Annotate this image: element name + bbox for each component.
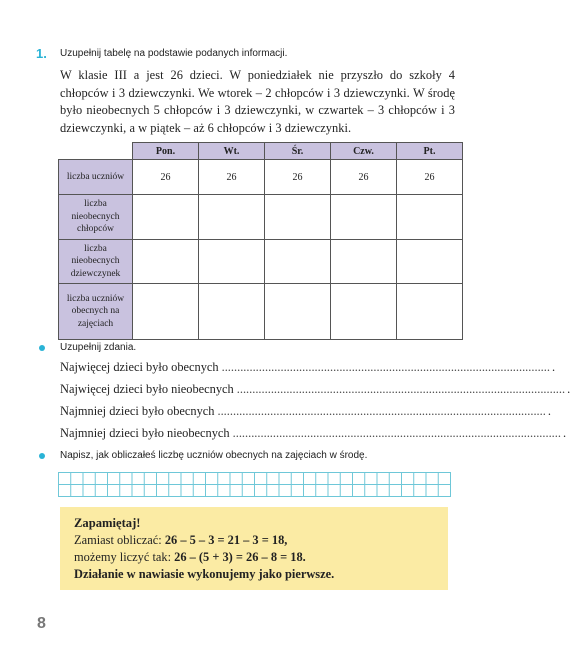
sentence-end: . (551, 360, 556, 374)
table-header-row (59, 143, 463, 160)
remember-line-2-formula: 26 – (5 + 3) = 26 – 8 = 18. (174, 550, 306, 564)
sentence-text: Najwięcej dzieci było obecnych (60, 360, 219, 374)
answer-dots[interactable]: .......................................................................................................... (221, 360, 550, 374)
table-cell[interactable] (265, 240, 331, 284)
remember-box (60, 507, 448, 590)
remember-rule: Działanie w nawiasie wykonujemy jako pierwsze. (74, 567, 335, 581)
table-cell[interactable] (199, 240, 265, 284)
remember-line-1 (74, 533, 287, 548)
sentence-line[interactable] (60, 359, 556, 375)
table-cell[interactable] (199, 284, 265, 340)
sentence-end: . (567, 382, 570, 396)
table-cell[interactable]: 26 (397, 160, 463, 195)
table-cell[interactable] (265, 284, 331, 340)
column-header: Czw. (331, 143, 397, 160)
remember-line-1-prefix: Zamiast obliczać: (74, 533, 165, 547)
table-cell[interactable] (397, 240, 463, 284)
calc-title: Napisz, jak obliczałeś liczbę uczniów obecnych na zajęciach w środę. (60, 450, 368, 461)
table-row (59, 160, 463, 195)
sentence-text: Najwięcej dzieci było nieobecnych (60, 382, 234, 396)
table-row (59, 195, 463, 240)
answer-grid[interactable] (58, 472, 451, 497)
sentences-title: Uzupełnij zdania. (60, 342, 137, 353)
remember-line-3 (74, 567, 334, 582)
answer-dots[interactable]: .......................................................................................................... (236, 382, 566, 396)
sentence-end: . (562, 426, 567, 440)
page-number: 8 (37, 615, 46, 632)
bullet-icon (39, 453, 45, 459)
table-cell[interactable] (265, 195, 331, 240)
sentence-line[interactable] (60, 403, 551, 419)
row-label: liczba uczniów (59, 160, 133, 195)
sentence-line[interactable] (60, 381, 570, 397)
table-cell[interactable] (397, 195, 463, 240)
table-row (59, 284, 463, 340)
sentence-text: Najmniej dzieci było nieobecnych (60, 426, 230, 440)
answer-dots[interactable]: .......................................................................................................... (232, 426, 561, 440)
answer-dots[interactable]: .......................................................................................................... (217, 404, 546, 418)
table-cell[interactable]: 26 (133, 160, 199, 195)
table-cell[interactable] (133, 284, 199, 340)
table-row (59, 240, 463, 284)
attendance-table (58, 142, 463, 340)
table-cell[interactable] (397, 284, 463, 340)
column-header: Pt. (397, 143, 463, 160)
sentence-text: Najmniej dzieci było obecnych (60, 404, 215, 418)
table-cell[interactable] (331, 284, 397, 340)
row-label: liczba nieobecnych chłopców (59, 195, 133, 240)
column-header: Śr. (265, 143, 331, 160)
sentence-end: . (547, 404, 551, 418)
task-number: 1. (36, 46, 47, 61)
table-cell[interactable] (331, 195, 397, 240)
column-header: Pon. (133, 143, 199, 160)
table-cell[interactable]: 26 (331, 160, 397, 195)
task-title: Uzupełnij tabelę na podstawie podanych informacji. (60, 48, 288, 59)
table-corner (59, 143, 133, 160)
table-cell[interactable] (199, 195, 265, 240)
remember-line-2 (74, 550, 306, 565)
remember-title: Zapamiętaj! (74, 516, 141, 530)
column-header: Wt. (199, 143, 265, 160)
remember-line-2-prefix: możemy liczyć tak: (74, 550, 175, 564)
table-cell[interactable] (331, 240, 397, 284)
table-cell[interactable]: 26 (199, 160, 265, 195)
remember-line-1-formula: 26 – 5 – 3 = 21 – 3 = 18, (164, 533, 288, 547)
task-paragraph: W klasie III a jest 26 dzieci. W poniedziałek nie przyszło do szkoły 4 chłopców i 3 dziewczynki. We wtorek – 2 chłopców i 3 dziewczynki. W środę było nieobecnych 5 chłopców i 3 dziewczynki, w czwartek – 3 chłopców i 3 dziewczynki, a w piątek – aż 6 chłopców i 3 dziewczynki. (60, 68, 455, 135)
table-cell[interactable] (133, 240, 199, 284)
sentence-line[interactable] (60, 425, 567, 441)
row-label: liczba uczniów obecnych na zajęciach (59, 284, 133, 340)
row-label: liczba nieobecnych dziewczynek (59, 240, 133, 284)
table-cell[interactable] (133, 195, 199, 240)
bullet-icon (39, 345, 45, 351)
table-cell[interactable]: 26 (265, 160, 331, 195)
